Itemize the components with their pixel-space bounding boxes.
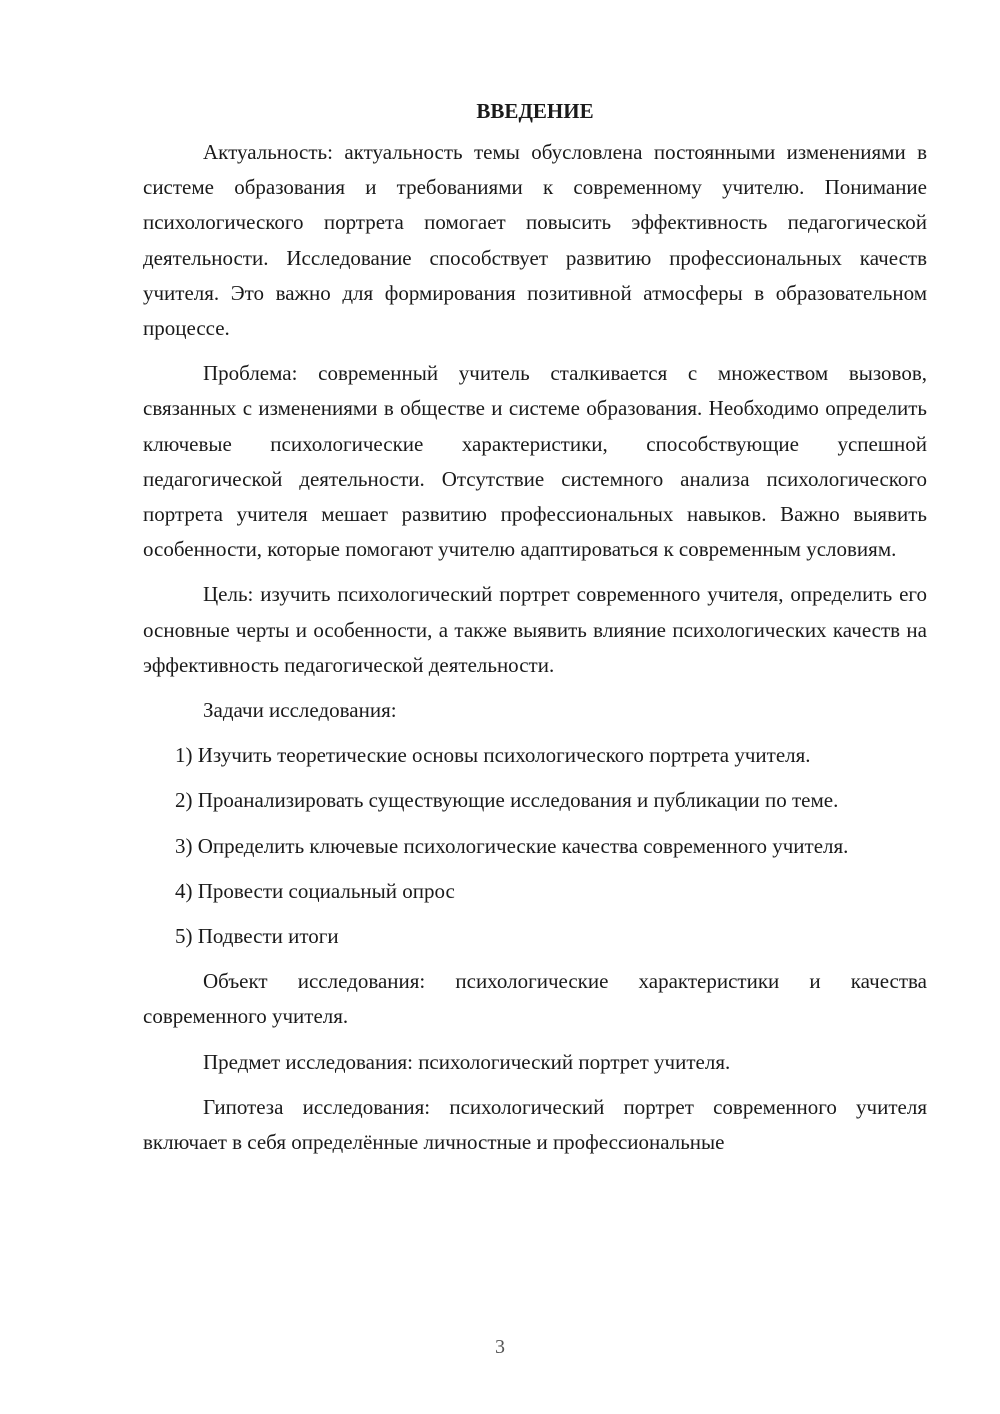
page-title: ВВЕДЕНИЕ (476, 99, 594, 123)
subject-paragraph: Предмет исследования: психологический портрет учителя. (203, 1049, 731, 1074)
hypothesis-paragraph: Гипотеза исследования: психологический портрет современного учителя включает в себя определённые личностные и профессиональные (143, 1094, 927, 1155)
task-item-3: 3) Определить ключевые психологические качества современного учителя. (175, 833, 849, 858)
relevance-paragraph: Актуальность: актуальность темы обусловлена постоянными изменениями в системе образования и требованиями к современному учителю. Понимание психологического портрета помогает повысить эффективность педагогической деятельности. Исследование способствует развитию профессиональных качеств учителя. Это важно для формирования позитивной атмосферы в образовательном процессе. (143, 140, 927, 341)
problem-paragraph: Проблема: современный учитель сталкивается с множеством вызовов, связанных с изменениями в обществе и системе образования. Необходимо определить ключевые психологические характеристики, способствующие успешной педагогической деятельности. Отсутствие системного анализа психологического портрета учителя мешает развитию профессиональных навыков. Важно выявить особенности, которые помогают учителю адаптироваться к современным условиям. (143, 361, 927, 562)
object-paragraph: Объект исследования: психологические характеристики и качества современного учителя. (143, 969, 927, 1029)
task-item-5: 5) Подвести итоги (175, 924, 339, 949)
page-number: 3 (495, 1336, 505, 1358)
task-item-1: 1) Изучить теоретические основы психологического портрета учителя. (175, 743, 811, 768)
task-item-4: 4) Провести социальный опрос (175, 878, 455, 903)
document-body (143, 94, 927, 1160)
goal-paragraph: Цель: изучить психологический портрет современного учителя, определить его основные черты и особенности, а также выявить влияние психологических качеств на эффективность педагогической деятельности. (143, 582, 927, 677)
task-item-2: 2) Проанализировать существующие исследования и публикации по теме. (175, 788, 839, 813)
tasks-heading: Задачи исследования: (203, 698, 397, 723)
